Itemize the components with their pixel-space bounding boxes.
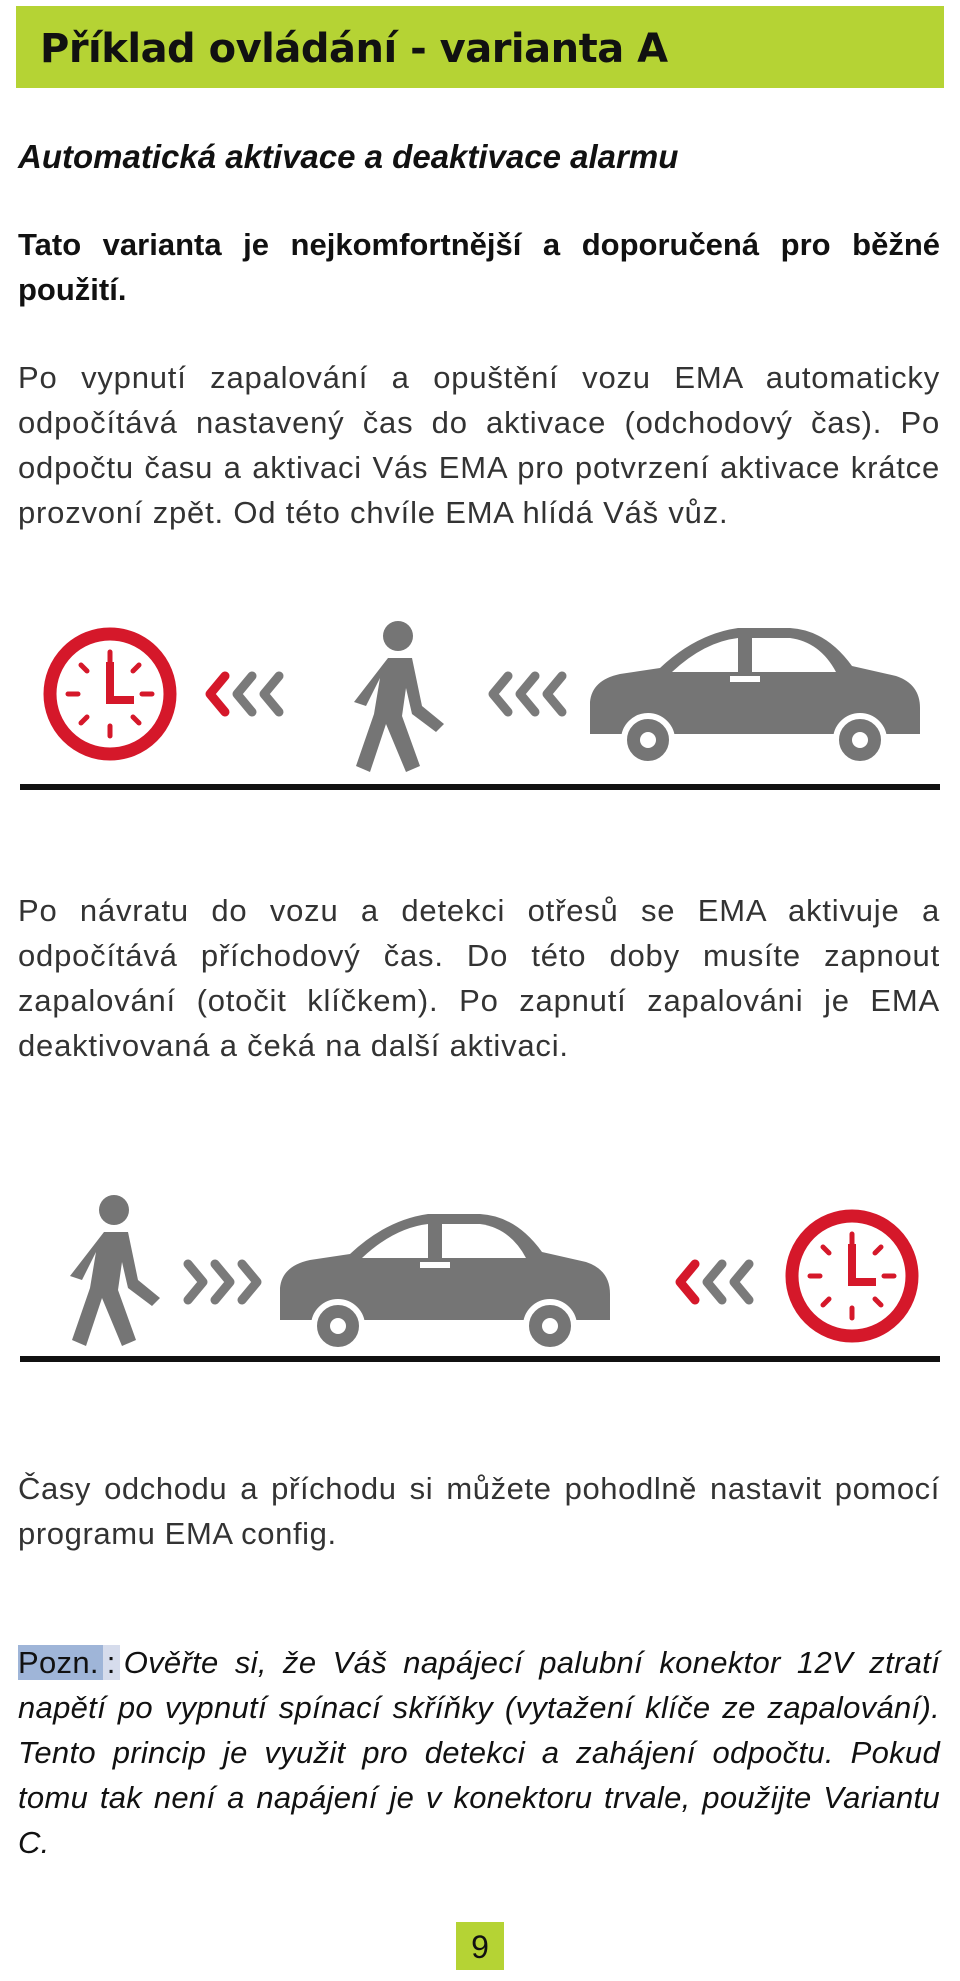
header-bar xyxy=(16,6,944,88)
paragraph-departure: Po vypnutí zapalování a opuštění vozu EMA automaticky odpočítává nastavený čas do aktivace (odchodový čas). Po odpočtu času a aktivaci Vás EMA pro potvrzení aktivace krátce prozvoní zpět. Od této chvíle EMA hlídá Váš vůz. xyxy=(18,360,940,530)
ground-line xyxy=(20,1356,940,1362)
note-colon: : xyxy=(103,1645,120,1680)
page-title: Příklad ovládání - varianta A xyxy=(40,26,668,72)
paragraph-arrival: Po návratu do vozu a detekci otřesů se EMA aktivuje a odpočítává příchodový čas. Do této doby musíte zapnout zapalování (otočit klíčkem). Po zapnutí zapalováni je EMA deaktivovaná a čeká na další aktivaci. xyxy=(18,893,940,1063)
section-subtitle: Automatická aktivace a deaktivace alarmu xyxy=(18,138,679,175)
gray-chevrons-right-icon xyxy=(188,1264,257,1300)
red-chevrons-left-icon xyxy=(680,1264,749,1300)
clock-icon xyxy=(792,1216,912,1336)
walking-person-icon xyxy=(354,621,444,772)
red-chevrons-left-icon xyxy=(210,676,279,712)
departure-illustration xyxy=(20,616,940,806)
clock-icon xyxy=(50,634,170,754)
intro-paragraph: Tato varianta je nejkomfortnější a doporučená pro běžné použití. xyxy=(18,227,940,307)
arrival-illustration xyxy=(20,1188,940,1378)
car-icon xyxy=(280,1214,610,1350)
note-text: Ověřte si, že Váš napájecí palubní konektor 12V ztratí napětí po vypnutí spínací skříňky (vytažení klíče ze zapalování). Tento princip je využit pro detekci a zahájení odpočtu. Pokud tomu tak není a napájení je v konektoru trvale, použijte Variantu C. xyxy=(18,1645,940,1860)
note-block xyxy=(18,1640,940,1865)
gray-chevrons-left-icon xyxy=(493,676,562,712)
page-number: 9 xyxy=(456,1922,504,1970)
ground-line xyxy=(20,784,940,790)
car-icon xyxy=(590,628,920,764)
walking-person-icon xyxy=(70,1195,160,1346)
paragraph-config: Časy odchodu a příchodu si můžete pohodlně nastavit pomocí programu EMA config. xyxy=(18,1471,940,1551)
note-label: Pozn. xyxy=(18,1645,103,1680)
